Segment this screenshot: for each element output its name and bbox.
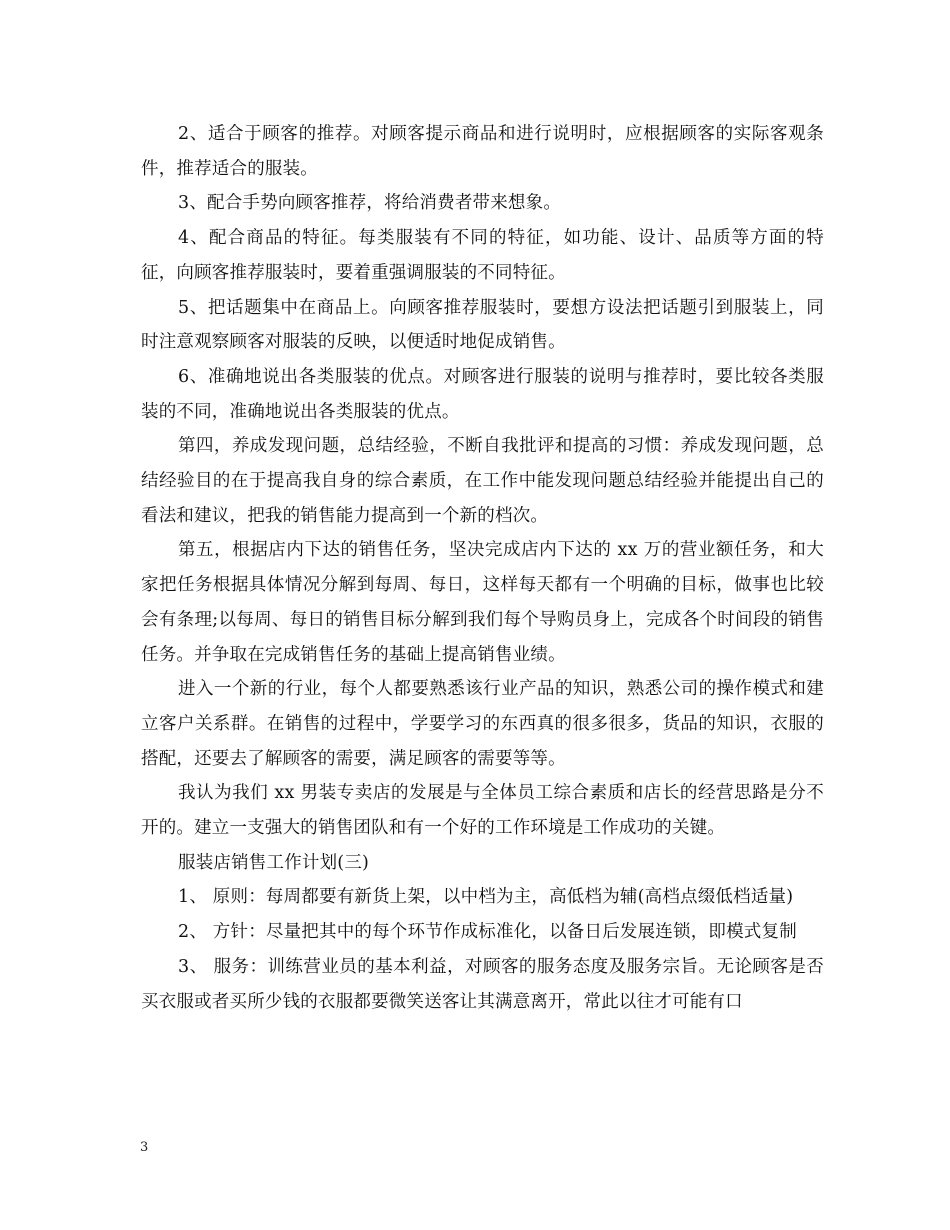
paragraph: 进入一个新的行业，每个人都要熟悉该行业产品的知识，熟悉公司的操作模式和建立客户关系群。在销售的过程中，学要学习的东西真的很多很多，货品的知识，衣服的搭配，还要去了解顾客的需要，满足顾客的需要等等。 xyxy=(141,679,824,769)
paragraph: 2、 方针：尽量把其中的每个环节作成标准化，以备日后发展连锁，即模式复制 xyxy=(178,922,797,943)
paragraph: 3、配合手势向顾客推荐，将给消费者带来想象。 xyxy=(178,193,562,214)
paragraph: 2、适合于顾客的推荐。对顾客提示商品和进行说明时，应根据顾客的实际客观条件，推荐适合的服装。 xyxy=(141,124,824,179)
paragraph: 4、配合商品的特征。每类服装有不同的特征，如功能、设计、品质等方面的特征，向顾客推荐服装时，要着重强调服装的不同特征。 xyxy=(141,228,824,283)
section-heading: 服装店销售工作计划(三) xyxy=(178,852,370,873)
paragraph: 第四，养成发现问题，总结经验，不断自我批评和提高的习惯：养成发现问题，总结经验目的在于提高我自身的综合素质，在工作中能发现问题总结经验并能提出自己的看法和建议，把我的销售能力提高到一个新的档次。 xyxy=(141,436,824,526)
paragraph: 3、 服务：训练营业员的基本利益，对顾客的服务态度及服务宗旨。无论顾客是否买衣服或者买所少钱的衣服都要微笑送客让其满意离开，常此以往才可能有口 xyxy=(141,956,824,1012)
paragraph: 5、把话题集中在商品上。向顾客推荐服装时，要想方设法把话题引到服装上，同时注意观察顾客对服装的反映，以便适时地促成销售。 xyxy=(141,297,824,353)
page-number: 3 xyxy=(140,1140,149,1155)
document-body xyxy=(141,117,824,1019)
paragraph: 第五，根据店内下达的销售任务，坚决完成店内下达的 xx 万的营业额任务，和大家把任务根据具体情况分解到每周、每日，这样每天都有一个明确的目标，做事也比较会有条理;以每周、每日的销售目标分解到我们每个导购员身上，完成各个时间段的销售任务。并争取在完成销售任务的基础上提高销售业绩。 xyxy=(141,540,824,665)
paragraph: 6、准确地说出各类服装的优点。对顾客进行服装的说明与推荐时，要比较各类服装的不同，准确地说出各类服装的优点。 xyxy=(141,366,824,422)
paragraph: 我认为我们 xx 男装专卖店的发展是与全体员工综合素质和店长的经营思路是分不开的。建立一支强大的销售团队和有一个好的工作环境是工作成功的关键。 xyxy=(141,783,824,839)
paragraph: 1、 原则：每周都要有新货上架，以中档为主，高低档为辅(高档点缀低档适量) xyxy=(178,887,794,908)
